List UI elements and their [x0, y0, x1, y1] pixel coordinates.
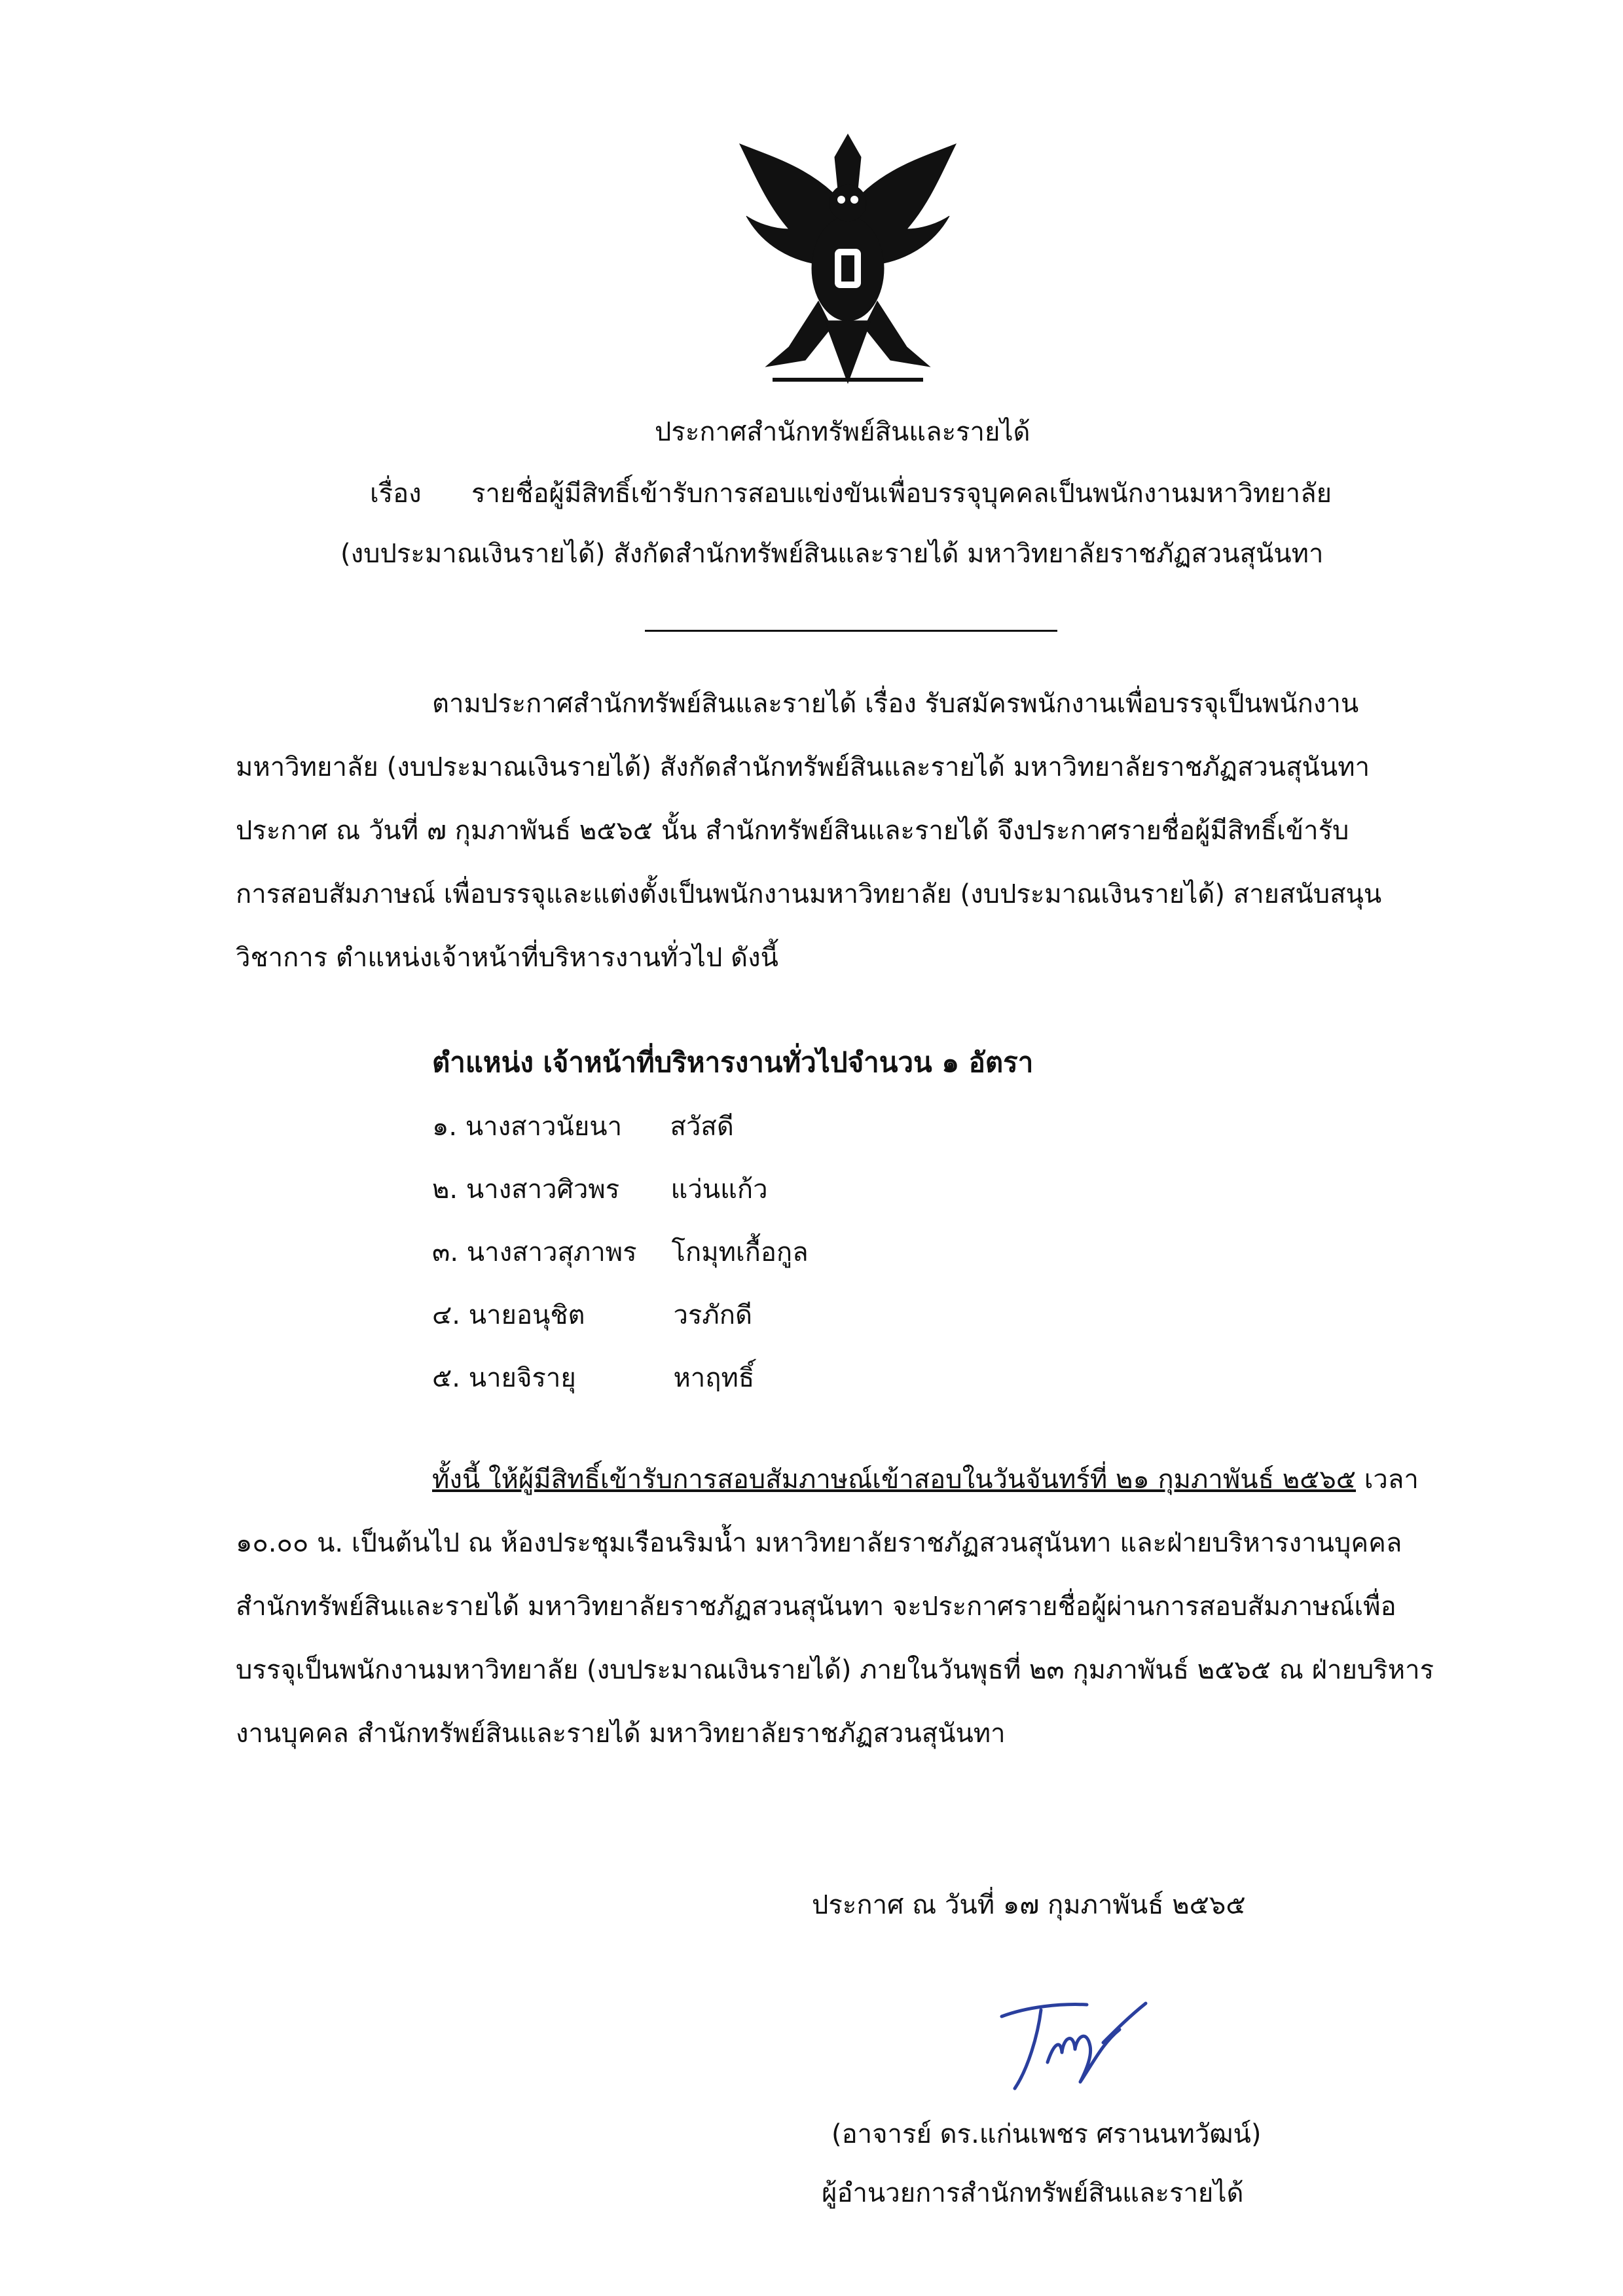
candidate-number: ๕. — [432, 1363, 460, 1393]
candidate-given-name: นายอนุชิต — [468, 1300, 585, 1330]
para1-line1: ตามประกาศสำนักทรัพย์สินและรายได้ เรื่อง รับสมัครพนักงานเพื่อบรรจุเป็นพนักงาน — [432, 689, 1359, 719]
handwritten-signature-icon — [989, 1990, 1159, 2095]
para2-line1-rest: เวลา — [1356, 1465, 1419, 1495]
para2-line4: บรรจุเป็นพนักงานมหาวิทยาลัย (งบประมาณเงินรายได้) ภายในวันพุธที่ ๒๓ กุมภาพันธ์ ๒๕๖๕ ณ ฝ่ายบริหาร — [236, 1655, 1434, 1685]
candidate-given-name: นางสาวสุภาพร — [466, 1237, 637, 1267]
candidate-number: ๓. — [432, 1237, 459, 1267]
signatory-name: (อาจารย์ ดร.แก่นเพชร ศรานนทวัฒน์) — [831, 2119, 1262, 2149]
candidate-number: ๔. — [432, 1300, 460, 1330]
list-item — [432, 1357, 754, 1398]
list-item — [432, 1231, 809, 1273]
subject-label: เรื่อง — [370, 479, 422, 509]
para1-line2: มหาวิทยาลัย (งบประมาณเงินรายได้) สังกัดสำนักทรัพย์สินและรายได้ มหาวิทยาลัยราชภัฏสวนสุนันทา — [236, 752, 1370, 782]
candidate-number: ๑. — [432, 1112, 458, 1142]
announcement-date: ประกาศ ณ วันที่ ๑๗ กุมภาพันธ์ ๒๕๖๕ — [812, 1890, 1246, 1920]
para1-line3: ประกาศ ณ วันที่ ๗ กุมภาพันธ์ ๒๕๖๕ นั้น สำนักทรัพย์สินและรายได้ จึงประกาศรายชื่อผู้มีสิทธิ์เข้ารับ — [236, 816, 1349, 846]
para2-underlined-text: ทั้งนี้ ให้ผู้มีสิทธิ์เข้ารับการสอบสัมภาษณ์เข้าสอบในวันจันทร์ที่ ๒๑ กุมภาพันธ์ ๒๕๖๕ — [432, 1465, 1357, 1495]
para1-line5: วิชาการ ตำแหน่งเจ้าหน้าที่บริหารงานทั่วไป ดังนี้ — [236, 943, 778, 973]
para1-line4: การสอบสัมภาษณ์ เพื่อบรรจุและแต่งตั้งเป็นพนักงานมหาวิทยาลัย (งบประมาณเงินรายได้) สายสนับสนุน — [236, 879, 1382, 909]
list-item — [432, 1294, 752, 1336]
subject-line-1: รายชื่อผู้มีสิทธิ์เข้ารับการสอบแข่งขันเพื่อบรรจุบุคคลเป็นพนักงานมหาวิทยาลัย — [471, 479, 1332, 509]
subject-line-2: (งบประมาณเงินรายได้) สังกัดสำนักทรัพย์สินและรายได้ มหาวิทยาลัยราชภัฏสวนสุนันทา — [340, 539, 1324, 569]
announcement-title: ประกาศสำนักทรัพย์สินและรายได้ — [655, 417, 1030, 447]
signatory-title: ผู้อำนวยการสำนักทรัพย์สินและรายได้ — [822, 2178, 1244, 2208]
para2-line3: สำนักทรัพย์สินและรายได้ มหาวิทยาลัยราชภัฏสวนสุนันทา จะประกาศรายชื่อผู้ผ่านการสอบสัมภาษณ์เพื่อ — [236, 1592, 1396, 1622]
candidate-given-name: นายจิรายุ — [468, 1363, 576, 1393]
candidate-given-name: นางสาวศิวพร — [465, 1175, 620, 1205]
title-divider — [645, 630, 1057, 632]
list-item — [432, 1168, 768, 1210]
para2-line1 — [432, 1467, 1419, 1493]
candidate-surname: วรภักดี — [673, 1300, 752, 1330]
para2-line2: ๑๐.๐๐ น. เป็นต้นไป ณ ห้องประชุมเรือนริมน้ำ มหาวิทยาลัยราชภัฏสวนสุนันทา และฝ่ายบริหารงานบุคคล — [236, 1528, 1402, 1558]
garuda-emblem-icon — [727, 131, 969, 386]
candidate-number: ๒. — [432, 1175, 458, 1205]
candidate-given-name: นางสาวนัยนา — [465, 1112, 623, 1142]
candidate-surname: แว่นแก้ว — [670, 1175, 768, 1205]
candidate-surname: สวัสดี — [670, 1112, 734, 1142]
candidate-surname: โกมุทเกื้อกูล — [671, 1237, 809, 1267]
candidate-surname: หาฤทธิ์ — [673, 1363, 755, 1393]
position-heading: ตำแหน่ง เจ้าหน้าที่บริหารงานทั่วไปจำนวน ๑ อัตรา — [432, 1046, 1034, 1078]
para2-line5: งานบุคคล สำนักทรัพย์สินและรายได้ มหาวิทยาลัยราชภัฏสวนสุนันทา — [236, 1719, 1006, 1749]
list-item — [432, 1105, 734, 1147]
